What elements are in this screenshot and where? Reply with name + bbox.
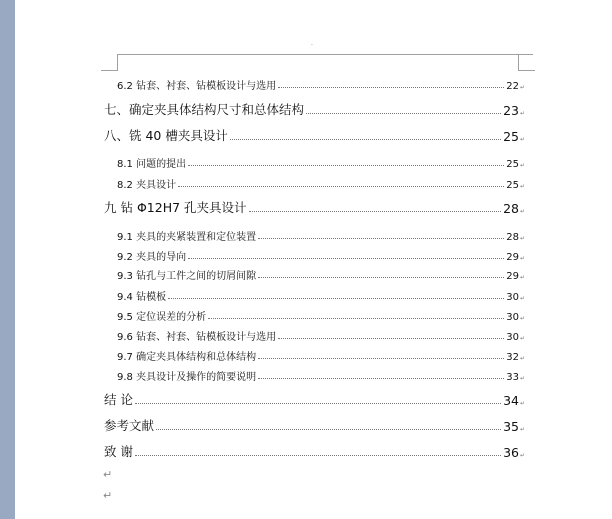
toc-leader-dots xyxy=(258,357,504,359)
toc-entry[interactable] xyxy=(104,128,525,144)
toc-leader-dots xyxy=(135,402,501,404)
page-anchor-mark: · xyxy=(311,42,313,49)
toc-entry-page: 29 xyxy=(506,252,519,263)
line-end-mark: ↵ xyxy=(519,295,525,302)
toc-entry[interactable] xyxy=(104,102,525,118)
toc-entry-title: 9.6 钻套、衬套、钻模板设计与选用 xyxy=(117,332,277,343)
toc-entry[interactable] xyxy=(117,307,525,323)
toc-leader-dots xyxy=(278,337,504,339)
line-end-mark: ↵ xyxy=(519,136,525,143)
toc-entry-page: 35 xyxy=(503,419,519,434)
toc-entry-page: 23 xyxy=(503,103,519,118)
toc-leader-dots xyxy=(178,185,504,187)
toc-leader-dots xyxy=(156,428,501,430)
toc-entry[interactable] xyxy=(117,327,525,343)
toc-leader-dots xyxy=(306,112,501,114)
margin-corner-right xyxy=(518,54,535,71)
line-end-mark: ↵ xyxy=(519,274,525,281)
line-end-mark: ↵ xyxy=(519,84,525,91)
toc-entry-title: 9.1 夹具的夹紧装置和定位装置 xyxy=(117,232,257,243)
toc-entry-title: 9.4 钻模板 xyxy=(117,292,167,303)
toc-entry-title: 九 钻 Φ12H7 孔夹具设计 xyxy=(104,200,247,215)
toc-entry[interactable] xyxy=(117,266,525,282)
toc-entry-page: 22 xyxy=(506,81,519,92)
toc-entry-title: 结 论 xyxy=(104,392,133,407)
toc-leader-dots xyxy=(258,237,504,239)
toc-entry-title: 9.3 钻孔与工件之间的切屑间隙 xyxy=(117,271,257,282)
toc-leader-dots xyxy=(249,210,502,212)
toc-entry[interactable] xyxy=(104,418,525,434)
toc-entry-page: 34 xyxy=(503,393,519,408)
toc-leader-dots xyxy=(135,454,501,456)
line-end-mark: ↵ xyxy=(519,375,525,382)
toc-entry-page: 28 xyxy=(506,232,519,243)
toc-leader-dots xyxy=(168,297,504,299)
toc-entry-page: 33 xyxy=(506,372,519,383)
toc-entry-page: 30 xyxy=(506,312,519,323)
margin-corner-left xyxy=(101,54,118,71)
line-end-mark: ↵ xyxy=(519,162,525,169)
line-end-mark: ↵ xyxy=(519,235,525,242)
line-end-mark: ↵ xyxy=(519,335,525,342)
toc-entry[interactable] xyxy=(117,287,525,303)
toc-entry[interactable] xyxy=(104,444,525,460)
toc-leader-dots xyxy=(258,276,504,278)
toc-entry-page: 29 xyxy=(506,271,519,282)
toc-entry-page: 28 xyxy=(503,201,519,216)
document-page[interactable] xyxy=(15,0,612,519)
toc-leader-dots xyxy=(188,164,504,166)
line-end-mark: ↵ xyxy=(519,208,525,215)
toc-leader-dots xyxy=(230,138,501,140)
left-gutter xyxy=(0,0,15,519)
toc-entry[interactable] xyxy=(104,392,525,408)
toc-entry[interactable] xyxy=(117,76,525,92)
toc-entry-page: 25 xyxy=(506,159,519,170)
toc-entry-title: 七、确定夹具体结构尺寸和总体结构 xyxy=(104,102,305,117)
toc-leader-dots xyxy=(208,317,504,319)
toc-entry-page: 25 xyxy=(506,180,519,191)
toc-entry[interactable] xyxy=(117,247,525,263)
paragraph-mark: ↵ xyxy=(103,468,113,481)
line-end-mark: ↵ xyxy=(519,400,525,407)
toc-entry-page: 32 xyxy=(506,352,519,363)
toc-entry-title: 9.2 夹具的导向 xyxy=(117,252,187,263)
toc-entry-title: 八、铣 40 槽夹具设计 xyxy=(104,128,228,143)
line-end-mark: ↵ xyxy=(519,255,525,262)
toc-entry[interactable] xyxy=(104,200,525,216)
line-end-mark: ↵ xyxy=(519,110,525,117)
toc-entry-title: 6.2 钻套、衬套、钻模板设计与选用 xyxy=(117,81,277,92)
toc-entry-title: 9.7 确定夹具体结构和总体结构 xyxy=(117,352,257,363)
toc-entry[interactable] xyxy=(117,175,525,191)
toc-entry-title: 参考文献 xyxy=(104,418,155,433)
toc-entry[interactable] xyxy=(117,347,525,363)
toc-entry-title: 9.8 夹具设计及操作的简要说明 xyxy=(117,372,257,383)
toc-entry-page: 36 xyxy=(503,445,519,460)
toc-leader-dots xyxy=(278,86,504,88)
toc-leader-dots xyxy=(188,257,504,259)
paragraph-mark: ↵ xyxy=(103,489,113,502)
line-end-mark: ↵ xyxy=(519,183,525,190)
line-end-mark: ↵ xyxy=(519,452,525,459)
toc-entry-title: 致 谢 xyxy=(104,444,133,459)
line-end-mark: ↵ xyxy=(519,355,525,362)
toc-entry-title: 8.2 夹具设计 xyxy=(117,180,177,191)
toc-entry-page: 30 xyxy=(506,292,519,303)
toc-entry-title: 9.5 定位误差的分析 xyxy=(117,312,207,323)
page-boundary-line xyxy=(117,54,533,55)
line-end-mark: ↵ xyxy=(519,426,525,433)
toc-entry-page: 30 xyxy=(506,332,519,343)
toc-entry-page: 25 xyxy=(503,129,519,144)
toc-entry-title: 8.1 问题的提出 xyxy=(117,159,187,170)
toc-leader-dots xyxy=(258,377,504,379)
toc-entry[interactable] xyxy=(117,367,525,383)
toc-entry[interactable] xyxy=(117,227,525,243)
line-end-mark: ↵ xyxy=(519,315,525,322)
toc-entry[interactable] xyxy=(117,154,525,170)
